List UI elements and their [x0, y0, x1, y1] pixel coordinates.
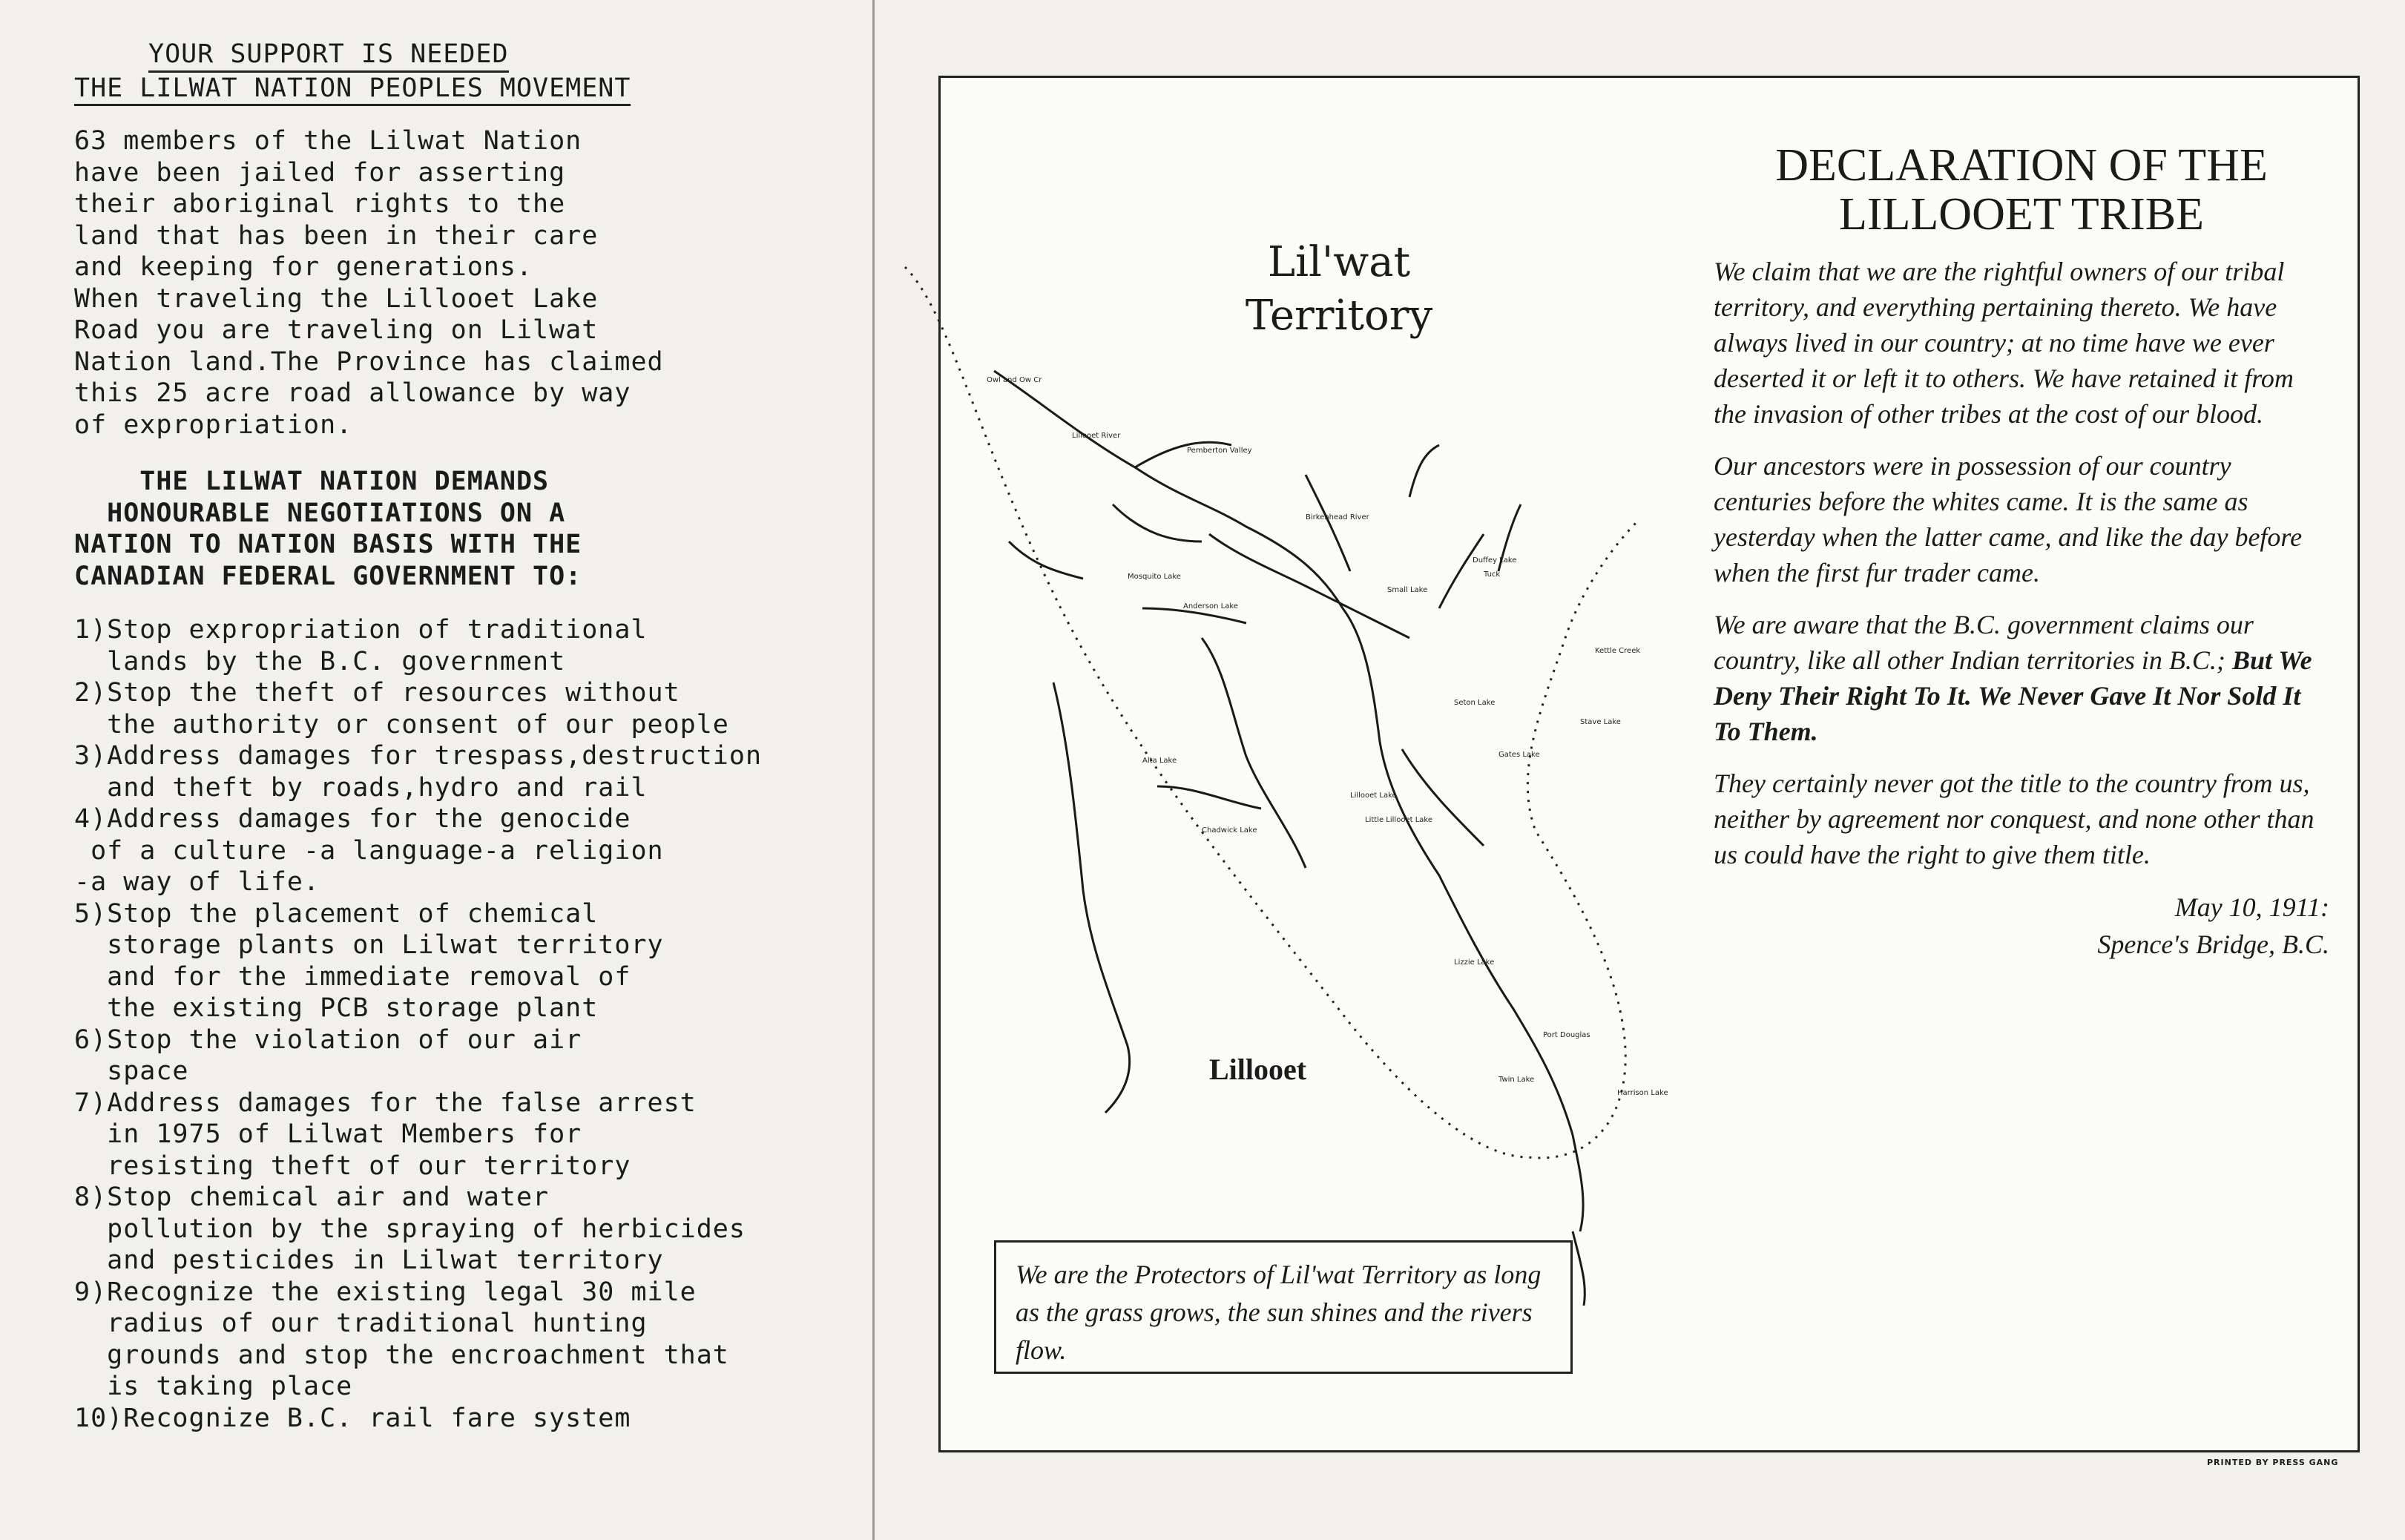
svg-text:Lizzie Lake: Lizzie Lake	[1454, 958, 1495, 967]
map-title-line2: Territory	[1245, 292, 1433, 340]
declaration-paragraph-3-text: We are aware that the B.C. government claims our country, like all other Indian territories in B.C.;	[1714, 610, 2254, 675]
svg-text:Stave Lake: Stave Lake	[1580, 718, 1621, 726]
declaration	[1714, 141, 2329, 963]
declaration-date: May 10, 1911:	[2174, 892, 2329, 922]
movement-heading: THE LILWAT NATION PEOPLES MOVEMENT	[74, 73, 631, 107]
map-place-labels	[987, 376, 1668, 1097]
rivers	[994, 371, 1585, 1306]
declaration-paragraph-2-text: Our ancestors were in possession of our country centuries before the whites came. It is the same as yesterday when the latter came, and like the day before when the first fur trader came.	[1714, 451, 2303, 588]
map-title-line1: Lil'wat	[1267, 238, 1411, 286]
svg-text:Lillooet River: Lillooet River	[1072, 432, 1121, 440]
declaration-paragraph-2	[1714, 448, 2329, 590]
intro-paragraph: 63 members of the Lilwat Nation have been jailed for asserting their aboriginal rights to the land that has been in their care and keeping for generations. When traveling the Lillooet Lake Road you are traveling on Lilwat Nation land.The Province has claimed this 25 acre road allowance by way of expropriation.	[74, 126, 664, 440]
territory-boundary	[905, 267, 1639, 1158]
left-column	[74, 39, 875, 1434]
declaration-paragraph-4: They certainly never got the title to the country from us, neither by agreement nor conquest, and none other than us could have the right to give them title.	[1714, 769, 2314, 869]
svg-text:Alta Lake: Alta Lake	[1142, 757, 1177, 765]
declaration-signature	[1714, 889, 2329, 963]
demands-heading: THE LILWAT NATION DEMANDS HONOURABLE NEGOTIATIONS ON A NATION TO NATION BASIS WITH THE CANADIAN FEDERAL GOVERNMENT TO:	[74, 467, 582, 591]
declaration-paragraph-1: We claim that we are the rightful owners of our tribal territory, and everything pertaining thereto. We have always lived in our country; at no time have we ever deserted it or left it to others. We have retained it from the invasion of other tribes at the cost of our blood.	[1714, 257, 2294, 429]
declaration-denial: But We Deny Their Right To It. We Never Gave It Nor Sold It To Them.	[1714, 645, 2312, 746]
svg-text:Chadwick Lake: Chadwick Lake	[1202, 826, 1257, 835]
svg-text:Birkenhead River: Birkenhead River	[1306, 513, 1369, 521]
territory-map	[890, 223, 1825, 1335]
svg-text:Harrison Lake: Harrison Lake	[1617, 1089, 1668, 1097]
support-heading: YOUR SUPPORT IS NEEDED	[148, 39, 509, 73]
demands-list: 1)Stop expropriation of traditional lands by the B.C. government 2)Stop the theft of resources without the authority or consent of our people 3)Address damages for trespass,destruction and theft by roads,hydro and rail 4)Address damages for the genocide of a culture -a language-a religion -a way of life. 5)Stop the placement of chemical storage plants on Lilwat territory and for the immediate removal of the existing PCB storage plant 6)Stop the violation of our air space 7)Address damages for the false arrest in 1975 of Lilwat Members for resisting theft of our territory 8)Stop chemical air and water pollution by the spraying of herbicides and pesticides in Lilwat territory 9)Recognize the existing legal 30 mile radius of our traditional hunting grounds and stop the encroachment that is taking place 10)Recognize B.C. rail fare system	[74, 615, 763, 1433]
page-fold	[872, 0, 875, 1540]
svg-text:Pemberton Valley: Pemberton Valley	[1187, 447, 1252, 455]
svg-text:Kettle Creek: Kettle Creek	[1595, 647, 1641, 655]
svg-text:Owl and Ow Cr: Owl and Ow Cr	[987, 376, 1042, 384]
protectors-quote: We are the Protectors of Lil'wat Territory as long as the grass grows, the sun shines and the rivers flow.	[994, 1240, 1573, 1374]
svg-text:Seton Lake: Seton Lake	[1454, 699, 1496, 707]
svg-text:Mosquito Lake: Mosquito Lake	[1128, 573, 1181, 581]
declaration-place: Spence's Bridge, B.C.	[2097, 929, 2329, 959]
map-title	[1202, 236, 1476, 343]
declaration-paragraph-3	[1714, 607, 2329, 749]
svg-text:Anderson Lake: Anderson Lake	[1183, 602, 1238, 611]
svg-text:Port Douglas: Port Douglas	[1543, 1031, 1590, 1039]
svg-text:Little Lillooet Lake: Little Lillooet Lake	[1365, 816, 1432, 824]
printer-credit: PRINTED BY PRESS GANG	[2207, 1458, 2339, 1467]
svg-text:Twin Lake: Twin Lake	[1498, 1076, 1535, 1084]
svg-text:Duffey Lake: Duffey Lake	[1473, 556, 1517, 565]
svg-text:Lillooet Lake: Lillooet Lake	[1350, 792, 1397, 800]
lillooet-label: Lillooet	[1209, 1053, 1307, 1086]
svg-text:Gates Lake: Gates Lake	[1498, 751, 1540, 759]
svg-text:Tuck: Tuck	[1484, 570, 1501, 579]
declaration-title: DECLARATION OF THE LILLOOET TRIBE	[1775, 140, 2268, 240]
svg-text:Small Lake: Small Lake	[1387, 586, 1428, 594]
